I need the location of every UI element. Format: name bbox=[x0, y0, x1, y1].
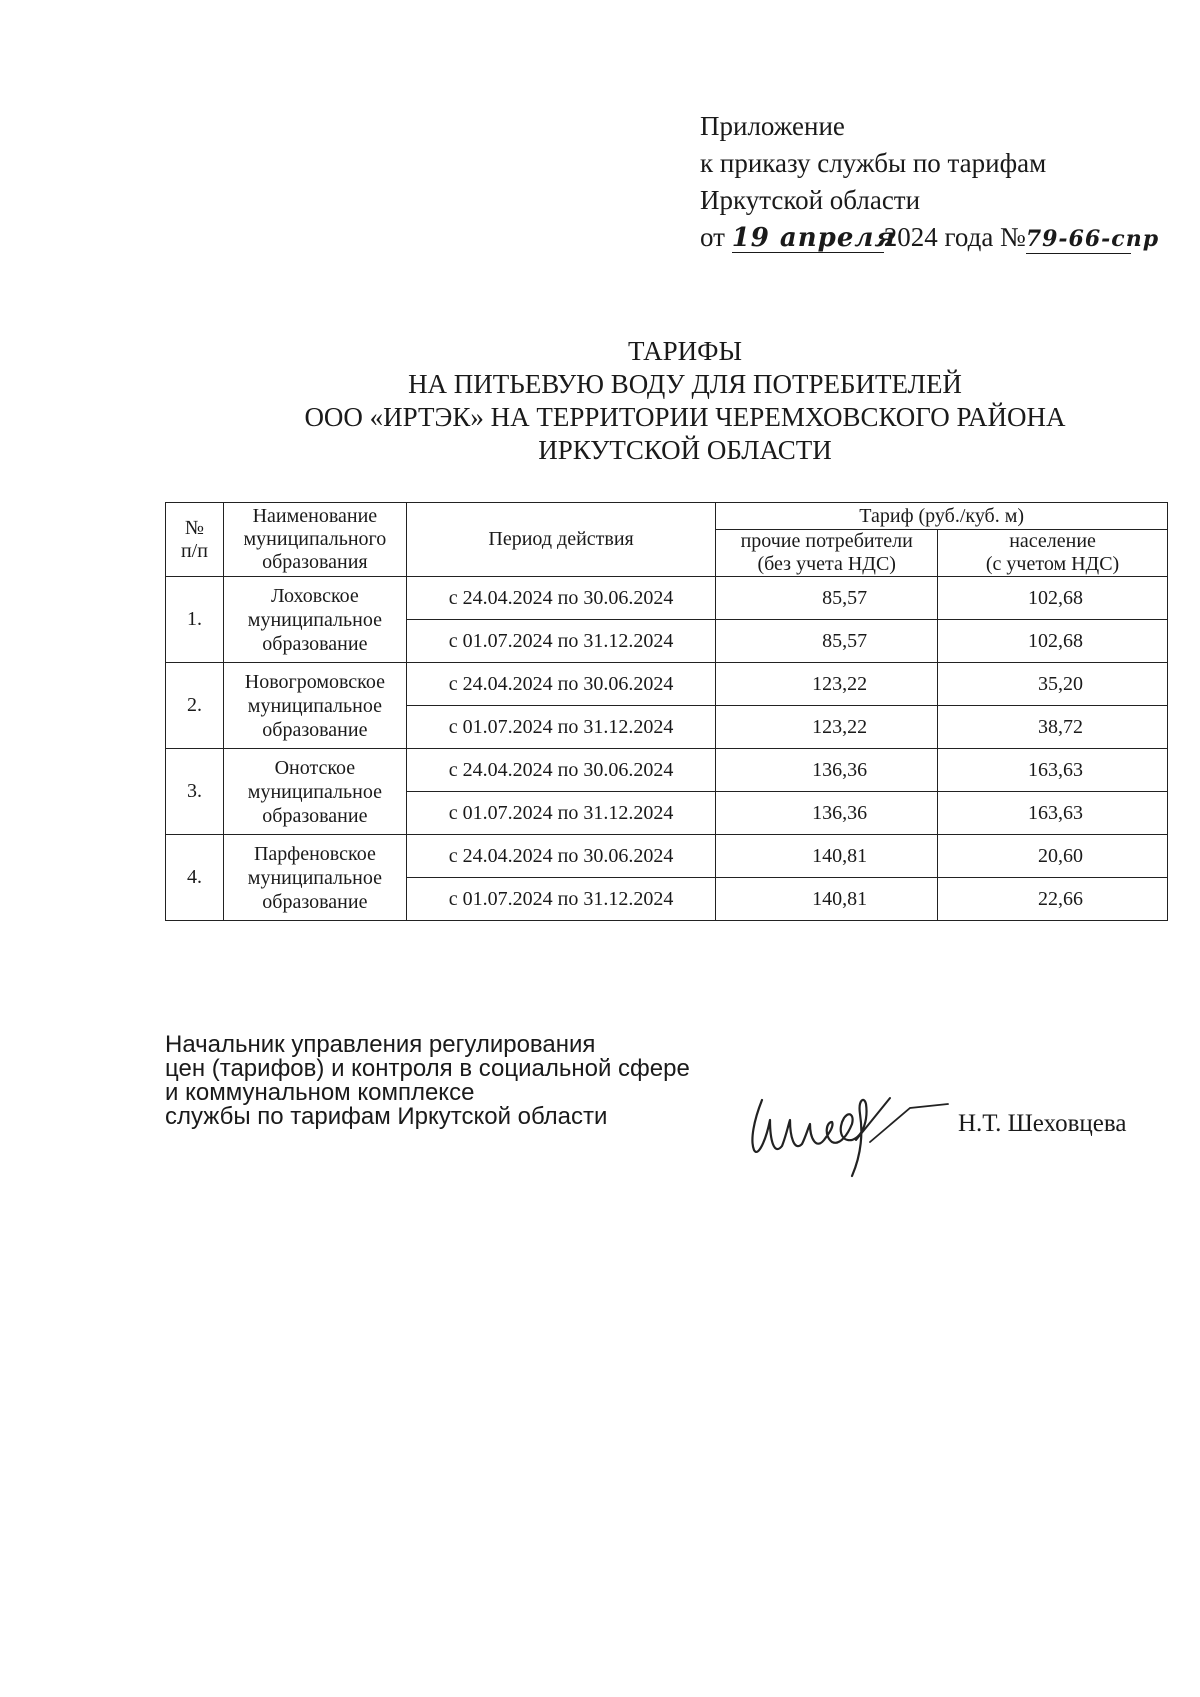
row-number: 2. bbox=[166, 663, 224, 749]
handwritten-order-number: 79-66-спр bbox=[1025, 226, 1160, 252]
position-line-2: цен (тарифов) и контроля в социальной сфере bbox=[165, 1055, 690, 1082]
tariff-other-cell: 85,57 bbox=[716, 577, 938, 620]
tariff-population-cell: 163,63 bbox=[938, 749, 1168, 792]
municipality-name: Парфеновское муниципальное образование bbox=[223, 835, 406, 921]
handwritten-signature bbox=[740, 1070, 950, 1180]
appendix-order-ref: к приказу службы по тарифам bbox=[700, 148, 1047, 178]
period-cell: с 01.07.2024 по 31.12.2024 bbox=[406, 620, 715, 663]
table-body bbox=[166, 577, 1168, 921]
header-other-consumers: прочие потребители (без учета НДС) bbox=[716, 530, 938, 577]
municipality-name: Новогромовское муниципальное образование bbox=[223, 663, 406, 749]
appendix-date-line bbox=[700, 219, 1160, 256]
tariff-population-cell: 163,63 bbox=[938, 792, 1168, 835]
period-cell: с 01.07.2024 по 31.12.2024 bbox=[406, 706, 715, 749]
title-line-4: ИРКУТСКОЙ ОБЛАСТИ bbox=[538, 435, 832, 465]
table-row bbox=[166, 749, 1168, 792]
handwritten-date: 19 апреля bbox=[731, 223, 897, 253]
period-cell: с 01.07.2024 по 31.12.2024 bbox=[406, 878, 715, 921]
title-line-1: ТАРИФЫ bbox=[627, 336, 743, 366]
municipality-name: Онотское муниципальное образование bbox=[223, 749, 406, 835]
tariff-population-cell: 22,66 bbox=[938, 878, 1168, 921]
position-line-4: службы по тарифам Иркутской области bbox=[165, 1103, 608, 1130]
tariff-other-cell: 123,22 bbox=[716, 706, 938, 749]
document-title bbox=[0, 335, 1200, 467]
tariff-population-cell: 102,68 bbox=[938, 577, 1168, 620]
period-cell: с 24.04.2024 по 30.06.2024 bbox=[406, 835, 715, 878]
position-line-3: и коммунальном комплексе bbox=[165, 1079, 475, 1106]
position-line-1: Начальник управления регулирования bbox=[165, 1031, 596, 1058]
table-row bbox=[166, 835, 1168, 878]
period-cell: с 01.07.2024 по 31.12.2024 bbox=[406, 792, 715, 835]
row-number: 1. bbox=[166, 577, 224, 663]
municipality-name: Лоховское муниципальное образование bbox=[223, 577, 406, 663]
header-tariff-group: Тариф (руб./куб. м) bbox=[716, 503, 1168, 530]
tariff-other-cell: 123,22 bbox=[716, 663, 938, 706]
row-number: 4. bbox=[166, 835, 224, 921]
header-period: Период действия bbox=[406, 503, 715, 577]
row-number: 3. bbox=[166, 749, 224, 835]
appendix-label: Приложение bbox=[700, 111, 845, 141]
signer-name: Н.Т. Шеховцева bbox=[958, 1110, 1127, 1137]
header-municipality: Наименование муниципального образования bbox=[223, 503, 406, 577]
header-population: население (с учетом НДС) bbox=[938, 530, 1168, 577]
tariff-population-cell: 35,20 bbox=[938, 663, 1168, 706]
table-header-row bbox=[166, 503, 1168, 530]
tariff-other-cell: 140,81 bbox=[716, 835, 938, 878]
tariff-population-cell: 38,72 bbox=[938, 706, 1168, 749]
title-line-2: НА ПИТЬЕВУЮ ВОДУ ДЛЯ ПОТРЕБИТЕЛЕЙ bbox=[408, 369, 962, 399]
appendix-date-prefix: от bbox=[700, 222, 725, 252]
tariff-other-cell: 140,81 bbox=[716, 878, 938, 921]
signatory-position bbox=[165, 1033, 690, 1129]
title-line-3: ООО «ИРТЭК» НА ТЕРРИТОРИИ ЧЕРЕМХОВСКОГО РАЙОНА bbox=[304, 402, 1066, 432]
tariff-other-cell: 136,36 bbox=[716, 792, 938, 835]
appendix-year-text: 2024 года № bbox=[883, 222, 1026, 252]
period-cell: с 24.04.2024 по 30.06.2024 bbox=[406, 749, 715, 792]
tariff-other-cell: 136,36 bbox=[716, 749, 938, 792]
appendix-header bbox=[700, 108, 1160, 256]
header-number: № п/п bbox=[166, 503, 224, 577]
period-cell: с 24.04.2024 по 30.06.2024 bbox=[406, 577, 715, 620]
appendix-region: Иркутской области bbox=[700, 185, 921, 215]
table-row bbox=[166, 663, 1168, 706]
tariff-table bbox=[165, 502, 1168, 921]
table-row bbox=[166, 577, 1168, 620]
tariff-population-cell: 102,68 bbox=[938, 620, 1168, 663]
period-cell: с 24.04.2024 по 30.06.2024 bbox=[406, 663, 715, 706]
tariff-population-cell: 20,60 bbox=[938, 835, 1168, 878]
tariff-other-cell: 85,57 bbox=[716, 620, 938, 663]
